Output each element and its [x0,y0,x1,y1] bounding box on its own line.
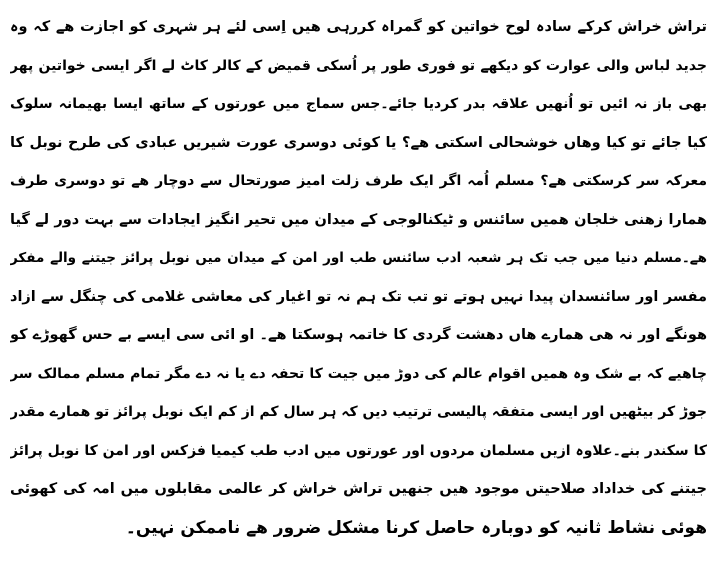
text-line-8: مفسر اور سائنسدان پیدا نہیں ہوتے تو تب تک ہم نہ تو اغیار کی معاشی غلامی کی چنگل سے ازاد [10,288,707,305]
text-line-5: معرکہ سر کرسکتی ھے؟ مسلم اُمہ اگر ایک طرف زلت امیز صورتحال سے دوچار ھے تو دوسری طرف [10,173,707,189]
text-line-14: ھوئی نشاط ثانیہ کو دوبارہ حاصل کرنا مشکل ضرور ھے ناممکن نہیں۔ [125,517,707,538]
text-line-9: ھونگے اور نہ ھی ھمارے ھاں دھشت گردی کا خاتمہ ہوسکتا ھے۔ او ائی سی ایسے بے حس گھوڑے کو [10,327,707,343]
urdu-article-body [10,8,707,547]
text-line-6: ھمارا زھنی خلجان ھمیں سائنس و ٹیکنالوجی کے میدان میں تحیر انگیز ایجادات سے بہت دور لے گیا [10,211,707,228]
text-line-2: جدید لباس والی عوارت کو دیکھے تو فوری طور پر اُسکی قمیض کے کالر کاٹ لے اگر ایسی خواتین پھر [10,57,707,74]
text-line-7: ھے۔مسلم دنیا میں جب تک ہر شعبہ ادب سائنس طب اور امن کے میدان میں نوبل پرائز جیتنے والے مفکر [10,250,707,266]
text-line-4: کیا جائے تو کیا وھاں خوشحالی اسکتی ھے؟ یا کوئی دوسری عورت شیریں عبادی کی طرح نوبل کا [10,134,707,151]
text-line-12: کا سکندر بنے۔علاوہ ازیں مسلمان مردوں اور عورتوں میں ادب طب کیمیا فزکس اور امن کا نوبل پرائز [10,442,707,459]
text-line-3: بھی باز نہ ائیں تو اُنھیں علاقہ بدر کردیا جائے۔جس سماج میں عورتوں کے ساتھ ایسا بھیمانہ سلوک [10,96,707,112]
text-line-1: تراش خراش کرکے سادہ لوح خواتین کو گمراہ کررہی ھیں اِسی لئے ہر شہری کو اجازت ھے کہ وہ [10,19,707,35]
text-line-10: چاھیے کہ بے شک وہ ھمیں اقوام عالم کی دوڑ میں جیت کا تحفہ دے یا نہ دے مگر تمام مسلم ممالک سر [10,365,707,382]
text-line-11: جوڑ کر بیٹھیں اور ایسی متفقہ پالیسی ترتیب دیں کہ ہر سال کم از کم ایک نوبل پرائز تو ھمارے مقدر [10,404,707,420]
text-line-13: جیتنے کی خداداد صلاحیتں موجود ھیں جنھیں تراش خراش کر عالمی مقابلوں میں امہ کی کھوئی [10,481,707,497]
